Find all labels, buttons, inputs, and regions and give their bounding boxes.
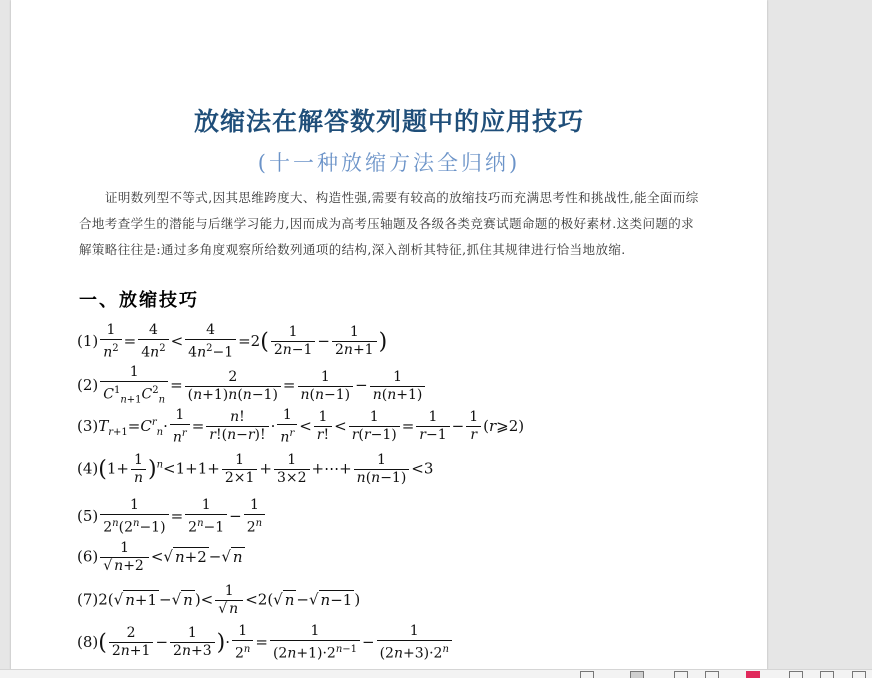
- formula-4: (4)(1+ $\frac{1}{n}$ )$^n$<1+1+ $\frac{1}{2\times 1}$ + $\frac{1}{3\times 2}$ +⋯+ $\frac{1}{n(n-1)}$ <3: [77, 452, 434, 486]
- formula-label: (3): [77, 416, 99, 435]
- formula-label: (2): [77, 376, 99, 395]
- status-bar: [0, 669, 872, 678]
- section-heading: 一、放缩技巧: [79, 290, 199, 311]
- fit-page-icon[interactable]: [789, 671, 803, 678]
- dual-page-icon[interactable]: [705, 671, 719, 678]
- formula-3: $(3)T_{r+1}=C^r_n\cdot$ $\frac{1}{n^r}$ = $\frac{n!}{r!(n-r)!}$ · $\frac{1}{n^r}$ < $\frac{1}{r!}$ < $\frac{1}{r(r-1)}$ = $\frac{1}{r-1}$ − $\frac{1}{r}$ (r⩾2): [77, 407, 525, 446]
- red-app-icon[interactable]: [746, 671, 760, 678]
- formula-5: (5) $\frac{1}{2^n(2^n-1)}$ = $\frac{1}{2^n-1}$ − $\frac{1}{2^n}$: [77, 497, 267, 537]
- formula-label: (7): [77, 590, 99, 609]
- formula-label: (8): [77, 632, 99, 651]
- intro-paragraph: 证明数列型不等式,因其思维跨度大、构造性强,需要有较高的放缩技巧而充满思考性和挑战性,能全面而综合地考查学生的潜能与后继学习能力,因而成为高考压轴题及各级各类竞赛试题命题的极好素材.这类问题的求解策略往往是:通过多角度观察所给数列通项的结构,深入剖析其特征,抓住其规律进行恰当地放缩.: [79, 190, 699, 257]
- formula-2: (2) $\frac{1}{C^1_{n+1}C^2_n}$ = $\frac{2}{(n+1)n(n-1)}$ = $\frac{1}{n(n-1)}$ − $\frac{1}{n(n+1)}$: [77, 364, 427, 408]
- formula-7: (7)2(√ n+1 −√ n )< $\frac{1}{√ n}$ <2(√ n −√ n−1 ): [77, 583, 361, 617]
- fullscreen-icon[interactable]: [852, 671, 866, 678]
- formula-6: (6) $\frac{1}{√ n+2}$ <√ n+2 −√ n: [77, 540, 243, 574]
- page-view-icon[interactable]: [674, 671, 688, 678]
- document-page: [11, 0, 767, 670]
- formula-label: (5): [77, 506, 99, 525]
- formula-label: (6): [77, 547, 99, 566]
- formula-label: (1): [77, 331, 99, 350]
- formula-label: (4): [77, 459, 99, 478]
- comment-icon[interactable]: [580, 671, 594, 678]
- view-columns-icon[interactable]: [630, 671, 644, 678]
- document-title: 放缩法在解答数列题中的应用技巧: [193, 107, 584, 136]
- formula-8: (8)( $\frac{2}{2n+1}$ − $\frac{1}{2n+3}$ )· $\frac{1}{2^n}$ = $\frac{1}{(2n+1)\cdot 2^{n-1}}$ − $\frac{1}{(2n+3)\cdot 2^n}$: [77, 623, 454, 663]
- document-subtitle: (十一种放缩方法全归纳): [257, 151, 521, 175]
- formula-1: (1) $\frac{1}{n^2}$ = $\frac{4}{4n^2}$ < $\frac{4}{4n^2-1}$ =2( $\frac{1}{2n-1}$ − $\frac{1}{2n+1}$ ): [77, 322, 388, 361]
- web-view-icon[interactable]: [820, 671, 834, 678]
